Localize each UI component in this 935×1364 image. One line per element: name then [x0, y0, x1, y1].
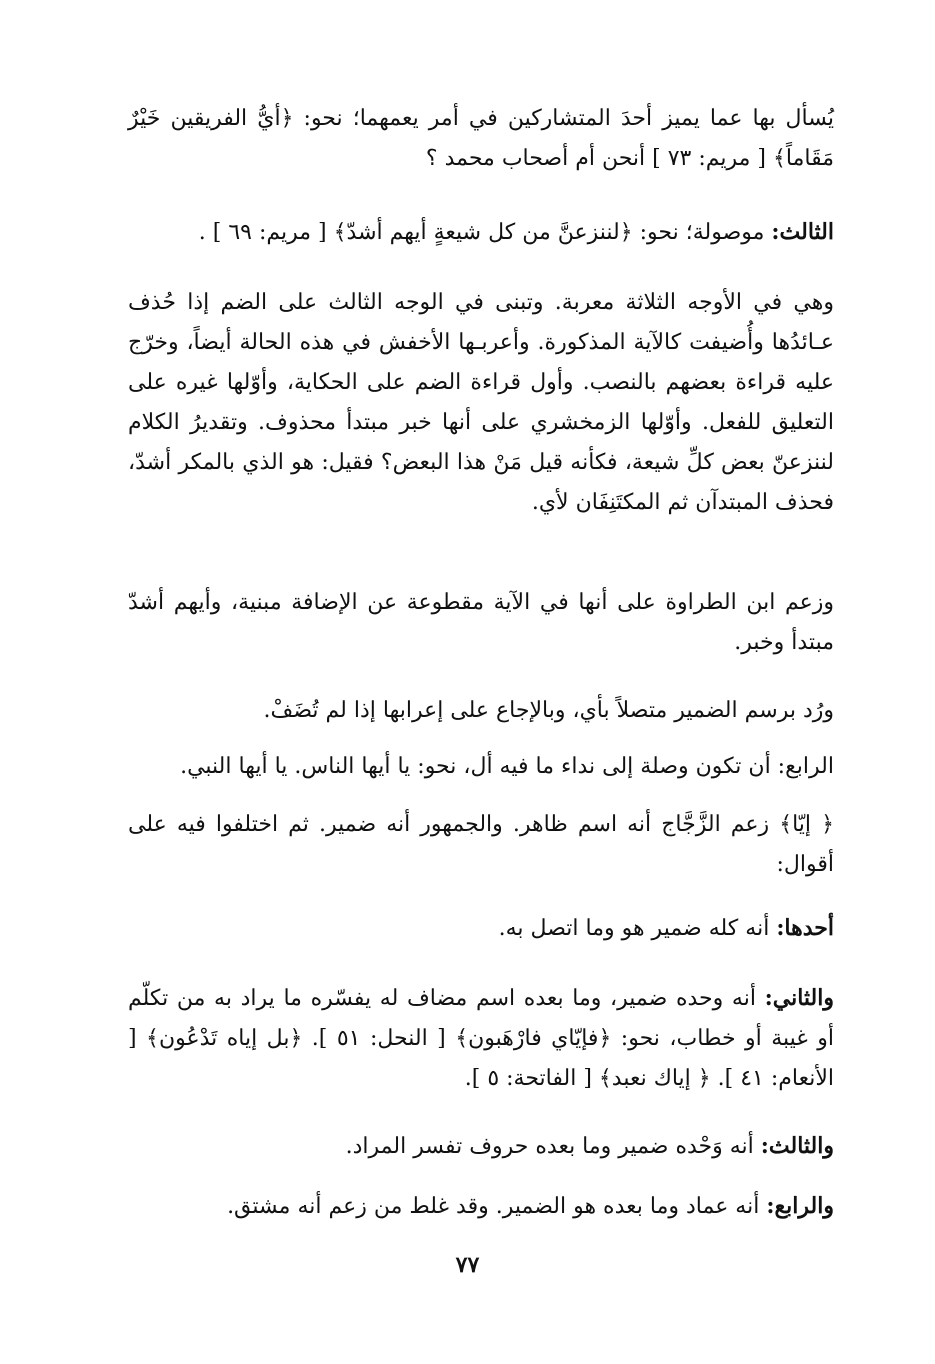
- paragraph-8-lead: أحدها:: [776, 915, 834, 941]
- paragraph-11-lead: والرابع:: [766, 1193, 834, 1219]
- paragraph-7-text: ﴿ إيّا﴾ زعم الزَّجَّاج أنه اسم ظاهر. والجمهور أنه ضمير. ثم اختلفوا فيه على أقوال:: [128, 812, 834, 877]
- paragraph-9-text: أنه وحده ضمير، وما بعده اسم مضاف له يفسّره ما يراد به من تكلّم أو غيبة أو خطاب، نحو: ﴿فإيّاي فارْهَبون﴾ [ النحل: ٥١ ]. ﴿بل إياه تَدْعُون﴾ [ الأنعام: ٤١ ]. ﴿ إياك نعبد﴾ [ الفاتحة: ٥ ].: [128, 986, 834, 1091]
- paragraph-2-text: موصولة؛ نحو: ﴿لننزعنَّ من كل شيعةٍ أيهم أشدّ﴾ [ مريم: ٦٩ ] .: [198, 220, 765, 245]
- paragraph-6-text: الرابع: أن تكون وصلة إلى نداء ما فيه أل، نحو: يا أيها الناس. يا أيها النبي.: [180, 754, 834, 779]
- paragraph-2-lead: الثالث:: [771, 219, 834, 245]
- paragraph-1-text: يُسأل بها عما يميز أحدَ المتشاركين في أمر يعمهما؛ نحو: ﴿أيُّ الفريقين خَيْرٌ مَقَاماً﴾ [ مريم: ٧٣ ] أنحن أم أصحاب محمد ؟: [128, 106, 834, 171]
- page-number: ٧٧: [455, 1252, 480, 1278]
- paragraph-8: [128, 908, 834, 949]
- paragraph-4: [128, 582, 834, 663]
- paragraph-10: [128, 1126, 834, 1167]
- paragraph-3: [128, 282, 834, 523]
- paragraph-9-lead: والثاني:: [764, 985, 834, 1011]
- paragraph-5-text: ورُد برسم الضمير متصلاً بأي، وبالإجاع على إعرابها إذا لم تُضَفْ.: [263, 698, 834, 723]
- paragraph-3-text: وهي في الأوجه الثلاثة معربة. وتبنى في الوجه الثالث على الضم إذا حُذف عـائدُها وأُضيفت كالآية المذكورة. وأعربـها الأخفش في هذه الحالة أيضاً، وخرّج عليه قراءة بعضهم بالنصب. وأول قراءة الضم على الحكاية، وأوّلها غيره على التعليق للفعل. وأوّلها الزمخشري على أنها خبر مبتدأ محذوف. وتقديرُ الكلام لننزعنّ بعض كلِّ شيعة، فكأنه قيل مَنْ هذا البعض؟ فقيل: هو الذي بالمكر أشدّ، فحذف المبتدآن ثم المكتَنِفَان لأي.: [128, 290, 834, 515]
- paragraph-6: [128, 746, 834, 787]
- paragraph-7: [128, 804, 834, 885]
- paragraph-2: [128, 212, 834, 253]
- paragraph-4-text: وزعم ابن الطراوة على أنها في الآية مقطوعة عن الإضافة مبنية، وأيهم أشدّ مبتدأ وخبر.: [128, 590, 834, 655]
- paragraph-9: [128, 978, 834, 1099]
- paragraph-8-text: أنه كله ضمير هو وما اتصل به.: [498, 916, 770, 941]
- paragraph-10-lead: والثالث:: [760, 1133, 834, 1159]
- paragraph-11: [128, 1186, 834, 1227]
- paragraph-10-text: أنه وَحْده ضمير وما بعده حروف تفسر المراد.: [345, 1134, 754, 1159]
- paragraph-1: [128, 98, 834, 179]
- paragraph-11-text: أنه عماد وما بعده هو الضمير. وقد غلط من زعم أنه مشتق.: [227, 1194, 760, 1219]
- paragraph-5: [128, 690, 834, 731]
